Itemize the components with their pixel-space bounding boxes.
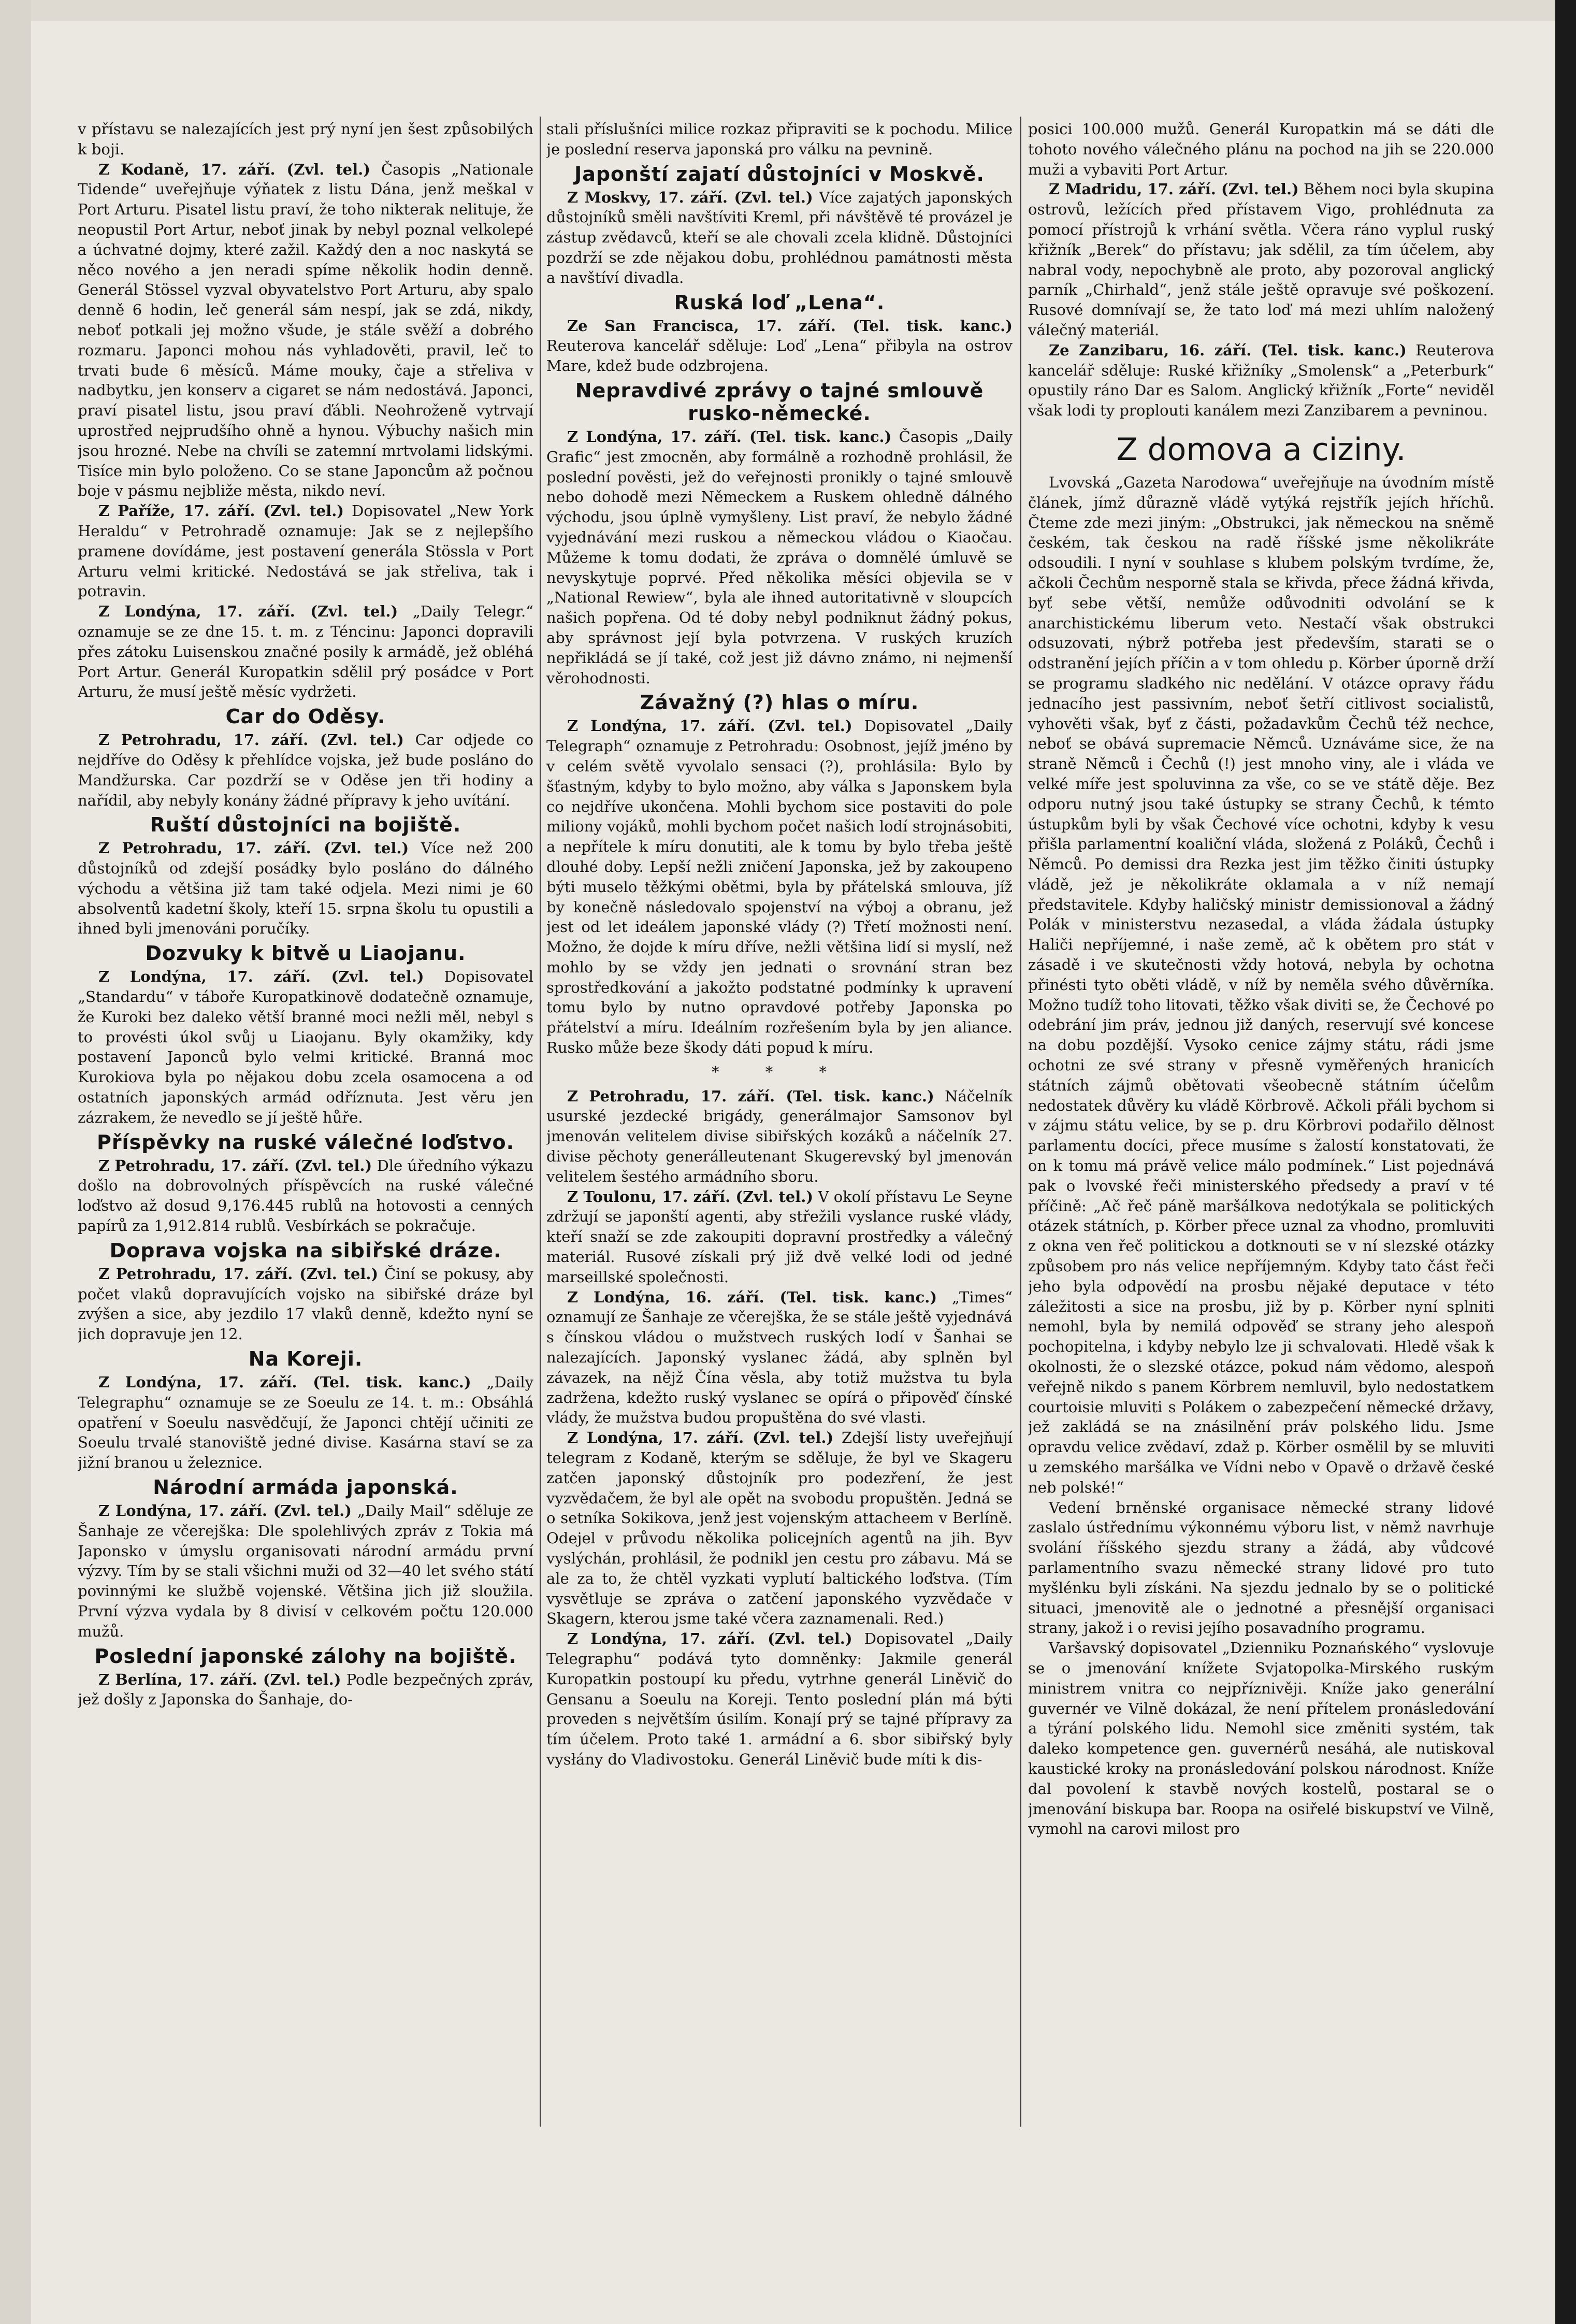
dateline: Z Londýna, 17. září. (Zvl. tel.)	[98, 1502, 352, 1520]
article-text: Z Londýna, 17. září. (Tel. tisk. kanc.) „Daily Telegraphu“ oznamuje se ze Soeulu ze 14. t. m.: Obsáhlá opatření v Soeulu nasvědčují, že Japonci chtějí učiniti ze Soeulu trvalé stanoviště jedné divise. Kasárna staví se za jižní branou u železnice.	[78, 1373, 533, 1472]
article-text: Ze Zanzibaru, 16. září. (Tel. tisk. kanc.) Reuterova kancelář sděluje: Ruské křižníky „Smolensk“ a „Peterburk“ opustily ráno Dar es Salom. Anglický křižník „Forte“ neviděl však lodi ty proplouti kanálem mezi Zanzibarem a pevninou.	[1028, 341, 1494, 420]
dateline: Z Londýna, 17. září. (Zvl. tel.)	[98, 968, 424, 986]
article-text: Vedení brněnské organisace německé strany lidové zaslalo ústřednímu výkonnému výboru list, v němž navrhuje svolání říšského sjezdu strany a žádá, aby vůdcové parlamentního svazu německé strany lidové pro tuto myšlénku byli získáni. Na sjezdu jednalo by se o politické situaci, jmenovitě ale o jednotné a přesnější organisaci strany, jakož i o revisi jejího posavadního programu.	[1028, 1498, 1494, 1637]
dateline: Z Londýna, 17. září. (Zvl. tel.)	[567, 1429, 834, 1447]
article-text: Z Toulonu, 17. září. (Zvl. tel.) V okolí přístavu Le Seyne zdržují se japonští agenti, aby střežili vyslance ruské vlády, kteří snaží se zde zakoupiti dopravní prostředky a válečný materiál. Rusové získali prý již dvě velké lodi od jedné marseillské společnosti.	[546, 1187, 1013, 1286]
dateline: Z Londýna, 17. září. (Zvl. tel.)	[567, 717, 852, 735]
dateline: Z Petrohradu, 17. září. (Zvl. tel.)	[98, 1265, 379, 1283]
headline: Car do Oděsy.	[225, 705, 386, 728]
dateline: Z Petrohradu, 17. září. (Zvl. tel.)	[98, 1156, 372, 1174]
article-text: Z Petrohradu, 17. září. (Zvl. tel.) Car odjede co nejdříve do Oděsy k přehlídce vojska, jež bude posláno do Mandžurska. Car pozdrží se v Oděse jen tři hodiny a nařídil, aby nebyly konány žádné přípravy k jeho uvítání.	[78, 731, 533, 809]
dateline: Z Berlína, 17. září. (Zvl. tel.)	[98, 1670, 341, 1688]
headline: Poslední japonské zálohy na bojiště.	[94, 1644, 517, 1668]
separator: * * *	[712, 1063, 847, 1081]
article-text: Ze San Francisca, 17. září. (Tel. tisk. kanc.) Reuterova kancelář sděluje: Loď „Lena“ přibyla na ostrov Mare, kdež bude odzbrojena.	[546, 317, 1013, 375]
article-text: Z Madridu, 17. září. (Zvl. tel.) Během noci byla skupina ostrovů, ležících před přístavem Vigo, prohlédnuta za pomocí přístrojů k vrhání světla. Včera ráno vyplul ruský křižník „Berek“ do přístavu; jak sdělil, za tím účelem, aby nabral vody, nepochybně ale proto, aby pozoroval anglický parník „Chirhald“, jenž stále ještě opravuje své poškození. Rusové domnívají se, že tato loď má mezi uhlím naložený válečný materiál.	[1028, 180, 1494, 339]
article-text: Z Berlína, 17. září. (Zvl. tel.) Podle bezpečných zpráv, jež došly z Japonska do Šanhaje, do-	[78, 1670, 533, 1709]
article-text: Z Londýna, 17. září. (Zvl. tel.) Zdejší listy uveřejňují telegram z Kodaně, kterým se sděluje, že byl ve Skageru zatčen japonský důstojník pro podezření, že jest vyzvědačem, že byl ale opět na svobodu propuštěn. Jedná se o setníka Sokikova, jenž jest vojenským attacheem v Berlíně. Odejel v průvodu několika policejních agentů na jih. Byv vyslýchán, prohlásil, že podnikl jen cestu pro zábavu. Má se ale za to, že chtěl vyzkati vyplutí baltického loďstva. (Tím vysvětluje se zpráva o zatčení japonského vyzvědače v Skagern, kterou jsme také včera zaznamenali. Red.)	[546, 1429, 1013, 1628]
article-text: Z Londýna, 17. září. (Zvl. tel.) „Daily Telegr.“ oznamuje se ze dne 15. t. m. z Téncinu: Japonci dopravili přes zátoku Luisenskou značné posily k armádě, jež obléhá Port Artur. Generál Kuropatkin sdělil prý posádce v Port Arturu, že musí ještě měsíc vydržeti.	[78, 602, 533, 701]
article-text: v přístavu se nalezajících jest prý nyní jen šest způsobilých k boji.	[78, 120, 533, 158]
column-2	[546, 119, 1013, 2129]
dateline: Z Londýna, 17. září. (Tel. tisk. kanc.)	[567, 427, 892, 446]
dateline: Z Moskvy, 17. září. (Zvl. tel.)	[567, 188, 813, 206]
article-text: Z Londýna, 17. září. (Tel. tisk. kanc.) Časopis „Daily Grafic“ jest zmocněn, aby formálně a rozhodně prohlásil, že poslední pověsti, jež do veřejnosti pronikly o tajné smlouvě nebo dohodě mezi Německem a Ruskem ohledně dálného východu, jsou úplně vymyšleny. List praví, že nebylo žádné vyjednávání mezi ruskou a německou vládou o Kiaočau. Můžeme k tomu dodati, že zpráva o domnělé úmluvě se nevyskytuje poprvé. Před několika měsíci objevila se v „National Rewiew“, byla ale ihned autoritativně v sloupcích našich popřena. Od té doby nebyl podniknut žádný pokus, aby správnost její byla potvrzena. V ruských kruzích nepřikládá se jí také, což jest již dávno známo, ni nejmenší věrohodnosti.	[546, 427, 1013, 687]
headline: Japonští zajatí důstojníci v Moskvě.	[574, 162, 985, 185]
article-text: Z Moskvy, 17. září. (Zvl. tel.) Více zajatých japonských důstojníků směli navštíviti Kreml, při návštěvě té provázel je zástup zvědavců, kteří se ale chovali zcela klidně. Důstojníci pozdrží se zde nějakou dobu, prohlédnou památnosti města a navštíví divadla.	[546, 188, 1013, 286]
article-text: Lvovská „Gazeta Narodowa“ uveřejňuje na úvodním místě článek, jímž důrazně vládě vytýká rejstřík jejích hříchů. Čteme zde mezi jiným: „Obstrukci, jak německou na sněmě českém, tak českou na radě říšské jsme několikráte odsoudili. I nyní v souhlase s klubem polským tvrdíme, že, ačkoli Čechům nesporně stala se křivda, přece žádná křivda, byť sebe větší, nemůže odůvodniti odvolání se k anarchistickému liberum veto. Nestačí však obstrukci odsuzovati, nýbrž potřeba jest především, starati se o odstranění jejích příčin a v tom ohledu p. Körber úporně drží se programu sladkého nic nedělání. V otázce opravy řádu jednacího jest passivním, neboť šetří citlivost socialistů, vyhověti však, byť z části, požadavkům Čechů též nechce, neboť se obává supremacie Němců. Uznáváme sice, že na straně Němců i Čechů (!) jest mnoho viny, ale i vláda ve velké míře jest spoluvinna za vše, co se ve státě děje. Bez odporu nutný jsou také ústupky se strany Čechů, k témto ústupkům byli by však Čechové více ochotni, kdyby k vesu přišla parlamentní koaliční vláda, složená z Poláků, Čechů i Němců. Po demissi dra Rezka jest jim těžko činiti ústupky vládě, jež je několikráte oklamala a v níž nemají představitele. Kdyby haličský ministr demissionoval a žádný Polák v ministerstvu nezasedal, a vláda žádala ústupky Haliči nepříjemné, i naše země, ač k obětem pro stát v zásadě i ve skutečnosti vždy hotová, nebyla by ochotna přinésti tyto oběti vládě, v níž by neměla svého důvěrníka. Možno tudíž toho litovati, těžko však diviti se, že Čechové po odebrání jim práv, jednou již daných, reservují své koncese na dobu pozdější. Vysoko cenice zájmy státu, rádi jsme ochotni ze své strany v přesně vyměřených hranicích státních zájmů obětovati všeobecně státním účelům nedostatek důvěry ku vládě Körbrově. Ačkoli přáli bychom si v zájmu státu velice, by se p. dru Körbrovi podařilo dělnost parlamentu docíci, přece musíme s žalostí konstatovati, že on k tomu má právě velice málo podmínek.“ List pojednává pak o lvovské řeči ministerského předsedy a praví v té příčině: „Ač řeč páně maršálkova nedotýkala se politických otázek státních, p. Körber přece uznal za vhodno, promluviti z okna ven řeč politickou a dotknouti se v ní slezské otázky způsobem pro nás velice nepříjemným. Kdyby tato část řeči jeho byla odpovědí na prosbu nějaké deputace v této záležitosti a sice na prosbu, již by p. Körber nyní splniti nemohl, byla by nemilá odpověď se strany jeho alespoň pochopitelna, i kdyby nebylo lze ji schvalovati. Hledě však k okolnosti, že o slezské otázce, pokud nám vědomo, alespoň veřejně nikdo s panem Körbrem nemluvil, bylo nedostatkem courtoisie mluviti s Polákem o zabezpečení německé državy, jež zakládá se na znásilnění práv polského lidu. Jsme opravdu velice zvědaví, zdaž p. Körber osmělil by se mluviti u zemského maršálka ve Vídni nebo v Opavě o državě české neb polské!“	[1028, 473, 1494, 1496]
dateline: Z Toulonu, 17. září. (Zvl. tel.)	[567, 1187, 814, 1206]
column-rule	[540, 117, 541, 2127]
article-text: Z Londýna, 17. září. (Zvl. tel.) Dopisovatel „Daily Telegraph“ oznamuje z Petrohradu: Osobnost, jejíž jméno by v celém světě vyvolalo sensaci (?), prohlásila: Bylo by šťastným, kdyby to bylo možno, aby válka s Japonskem byla co nejdříve ukončena. Mohli bychom sice postaviti do pole miliony vojáků, mohli bychom počet našich lodí strojnásobiti, a nepřítele k míru donutiti, ale k tomu by bylo třeba ještě dlouhé doby. Lepší nežli zničení Japonska, jež by zakoupeno býti muselo těžkými obětmi, byla by přátelská smlouva, jíž by konečně následovalo spojenství na výboj a obranu, jež jest od let ideálem japonské vlády (?) Třetí možnosti není. Možno, že dojde k míru dříve, nežli většina lidí si myslí, než mohlo by se vždy jen jednati o srovnání stran bez sprostředkování a jakožto podstatné podmínky k upravení tomu bylo by nutno opravdové potřeby Japonska po přátelství a míru. Ideálním rozřešením byla by jen aliance. Rusko může beze škody dáti popud k míru.	[546, 717, 1013, 1057]
article-text: Z Petrohradu, 17. září. (Zvl. tel.) Činí se pokusy, aby počet vlaků dopravujících vojsko na sibiřské dráze byl zvýšen a sice, aby jezdilo 17 vlaků denně, kdežto nyní se jich dopravuje jen 12.	[78, 1265, 533, 1343]
dateline: Z Petrohradu, 17. září. (Zvl. tel.)	[98, 731, 404, 749]
article-text: Z Petrohradu, 17. září. (Zvl. tel.) Dle úředního výkazu došlo na dobrovolných příspěvcích na ruské válečné loďstvo až dosud 9,176.445 rublů na hotovosti a cenných papírů za 1,912.814 rublů. Vesbírkách se pokračuje.	[78, 1156, 533, 1235]
scan-border-left	[0, 0, 31, 2324]
article-text: posici 100.000 mužů. Generál Kuropatkin má se dáti dle tohoto nového válečného plánu na pochod na jih se 220.000 muži a vybaviti Port Artur.	[1028, 120, 1494, 178]
headline: Závažný (?) hlas o míru.	[640, 691, 919, 714]
headline: Nepravdivé zprávy o tajné smlouvě rusko-německé.	[575, 379, 984, 425]
dateline: Z Petrohradu, 17. září. (Zvl. tel.)	[98, 839, 409, 857]
article-text: Z Londýna, 16. září. (Tel. tisk. kanc.) „Times“ oznamují ze Šanhaje ze včerejška, že se stále ještě vyjednává s čínskou vládou o mužstvech ruských lodí v Šanhai se nalezajících. Japonský vyslanec žádá, aby splněn byl závazek, na nějž Čína věsla, aby totiž mužstva tu byla zadržena, kdežto ruský vyslanec se opírá o připověď čínské vlády, že mužstva budou propuštěna do své vlasti.	[546, 1288, 1013, 1427]
article-text: Z Petrohradu, 17. září. (Tel. tisk. kanc.) Náčelník usurské jezdecké brigády, generálmajor Samsonov byl jmenován velitelem divise sibiřských kozáků a náčelník 27. divise pěchoty generálleutenant Skugerevský byl jmenován velitelem šestého armádního sboru.	[546, 1087, 1013, 1185]
headline: Národní armáda japonská.	[153, 1476, 458, 1499]
dateline: Z Londýna, 16. září. (Tel. tisk. kanc.)	[567, 1288, 937, 1306]
headline: Příspěvky na ruské válečné loďstvo.	[96, 1130, 515, 1154]
scan-border-right	[1555, 0, 1576, 2324]
dateline: Ze Zanzibaru, 16. září. (Tel. tisk. kanc.)	[1049, 341, 1407, 359]
article-text: Z Paříže, 17. září. (Zvl. tel.) Dopisovatel „New York Heraldu“ v Petrohradě oznamuje: Jak se z nejlepšího pramene dovídáme, jest postavení generála Stössla v Port Arturu velmi kritické. Nedostává se jak střeliva, tak i potravin.	[78, 502, 533, 600]
dateline: Z Londýna, 17. září. (Zvl. tel.)	[98, 602, 398, 621]
dateline: Ze San Francisca, 17. září. (Tel. tisk. kanc.)	[567, 317, 1013, 335]
scan-border-top	[0, 0, 1576, 21]
dateline: Z Madridu, 17. září. (Zvl. tel.)	[1049, 180, 1299, 198]
dateline: Z Londýna, 17. září. (Tel. tisk. kanc.)	[98, 1373, 471, 1391]
dateline: Z Paříže, 17. září. (Zvl. tel.)	[98, 502, 344, 520]
article-text: Z Londýna, 17. září. (Zvl. tel.) Dopisovatel „Standardu“ v táboře Kuropatkinově dodatečně oznamuje, že Kuroki bez daleko větší branné moci nežli měl, nebyl s to provésti úkol svůj u Liaojanu. Byly okamžiky, kdy postavení Japonců bylo velmi kritické. Branná moc Kurokiova byla po nějakou dobu zcela osamocena a od ostatních japonských armád odříznuta. Jest věru jen zázrakem, že nevedlo se jí ještě hůře.	[78, 968, 533, 1126]
dateline: Z Petrohradu, 17. září. (Tel. tisk. kanc.)	[567, 1087, 934, 1105]
dateline: Z Londýna, 17. září. (Zvl. tel.)	[567, 1630, 852, 1648]
section-title: Z domova a ciziny.	[1116, 431, 1406, 468]
article-text: Z Londýna, 17. září. (Zvl. tel.) Dopisovatel „Daily Telegraphu“ podává tyto domněnky: Jakmile generál Kuropatkin postoupí ku předu, vytrhne generál Liněvič do Gensanu a Soeulu na Koreji. Tento poslední plán má býti proveden s největším úsilím. Konají prý se tajné přípravy za tím účelem. Proto také 1. armádní a 6. sbor sibiřský byly vysłány do Vladivostoku. Generál Liněvič bude míti k dis-	[546, 1630, 1013, 1768]
article-text: stali příslušníci milice rozkaz připraviti se k pochodu. Milice je poslední reserva japonská pro válku na pevnině.	[546, 120, 1013, 158]
headline: Na Koreji.	[248, 1347, 363, 1371]
article-text: Z Londýna, 17. září. (Zvl. tel.) „Daily Mail“ sděluje ze Šanhaje ze včerejška: Dle spolehlivých zpráv z Tokia má Japonsko v úmyslu organisovati národní armádu první výzvy. Tím by se stali všichni muži od 32—40 let svého státí povinnými ke službě vojenské. Většina jich již sloužila. První výzva vydala by 8 divisí v celkovém počtu 120.000 mužů.	[78, 1502, 533, 1640]
column-1	[78, 119, 533, 2129]
article-text: Z Petrohradu, 17. září. (Zvl. tel.) Více než 200 důstojníků od zdejší posádky bylo posláno do dálného východu a většina již tam také odjela. Mezi nimi je 60 absolventů kadetní školy, kteří 15. srpna školu tu opustili a ihned byli jmenováni poručíky.	[78, 839, 533, 938]
dateline: Z Kodaně, 17. září. (Zvl. tel.)	[98, 160, 370, 178]
headline: Ruští důstojníci na bojiště.	[150, 813, 461, 837]
headline: Ruská loď „Lena“.	[674, 291, 885, 314]
article-text: Varšavský dopisovatel „Dzienniku Poznańského“ vyslovuje se o jmenování knížete Svjatopolka-Mirského ruským ministrem vnitra co nejpříznivěji. Kníže jako generální guvernér ve Vilně dokázal, že není přítelem pronásledování a týrání polského lidu. Nemohl sice změniti systém, tak daleko kompetence gen. guvernérů nesáhá, ale nutiskoval kaustické kroky na pronásledování polskou národnost. Kníže dal povolení k stavbě nových kostelů, postaral se o jmenování biskupa bar. Roopa na osiřelé biskupství ve Vilně, vymohl na carovi milost pro	[1028, 1639, 1494, 1838]
headline: Doprava vojska na sibiřské dráze.	[109, 1239, 502, 1262]
article-text: Z Kodaně, 17. září. (Zvl. tel.) Časopis „Nationale Tidende“ uveřejňuje výňatek z listu Dána, jenž meškal v Port Arturu. Pisatel listu praví, že toho nikterak nelituje, že neopustil Port Artur, neboť jinak by nebyl poznal velkolepé a úchvatné dojmy, které zažil. Každý den a noc naskytá se něco nového a jen neradi spíme několik hodin denně. Generál Stössel vyzval obyvatelstvo Port Arturu, aby spalo denně 6 hodin, leč generál sám nespí, jak se zdá, nikdy, neboť potkali jej možno všude, je stále svěží a dobrého rozmaru. Japonci mohou nás vyhladověti, pravil, leč to trvati bude 6 měsíců. Máme mouky, čaje a střeliva v nadbytku, jen konserv a cigaret se nám nedostává. Japonci, praví pisatel listu, jsou praví ďábli. Neohroženě vytrvají uprostřed nejprudšího ohně a hynou. Výbuchy našich min jsou hrozné. Nebe na chvíli se zatemní mrtvolami lidskými. Tisíce min bylo položeno. Co se stane Japoncům až počnou boje v pásmu nejbliže města, nikdo neví.	[78, 160, 533, 500]
column-3	[1028, 119, 1494, 2129]
column-rule	[1020, 117, 1021, 2127]
headline: Dozvuky k bitvě u Liaojanu.	[145, 942, 466, 965]
